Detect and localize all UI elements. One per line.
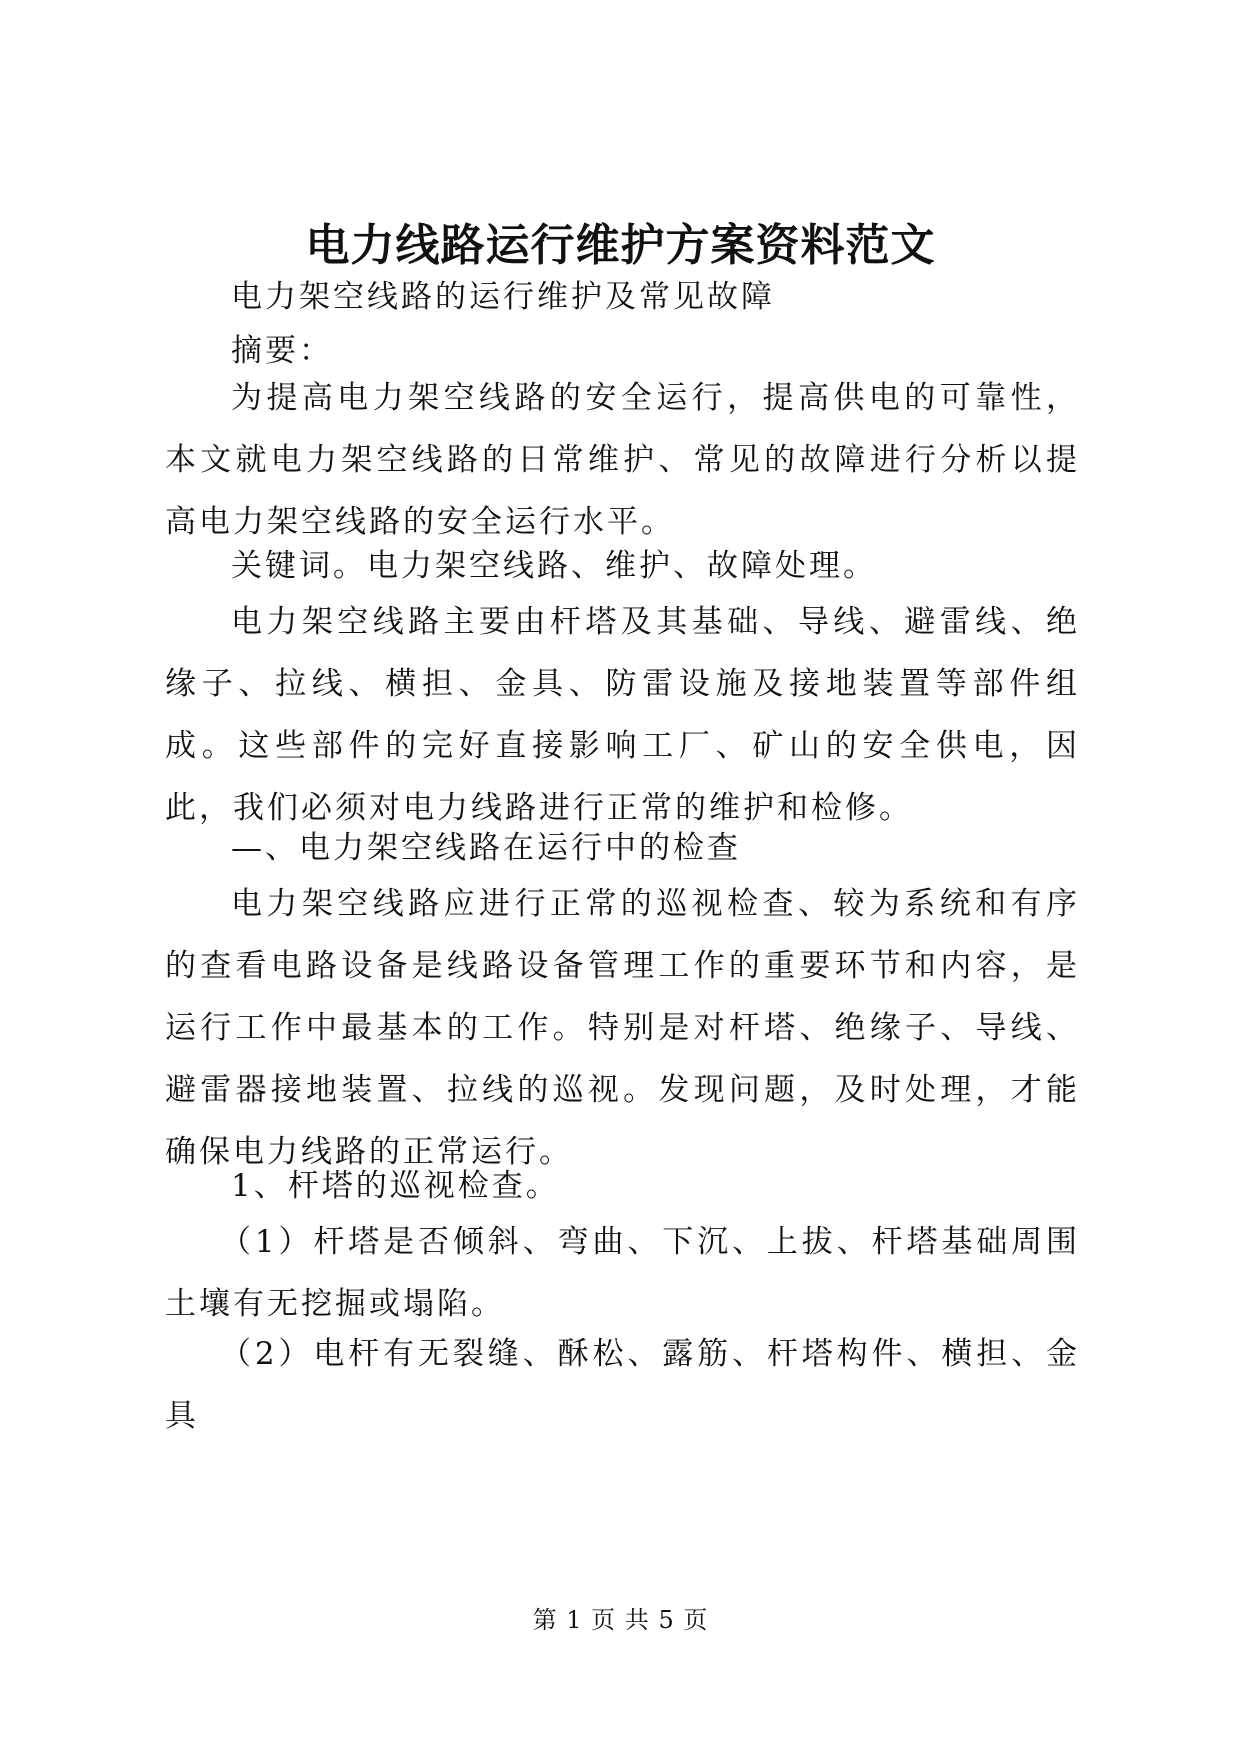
body-paragraph: 电力架空线路应进行正常的巡视检查、较为系统和有序的查看电路设备是线路设备管理工作的重要环节和内容，是运行工作中最基本的工作。特别是对杆塔、绝缘子、导线、避雷器接地装置、拉线的巡视。发现问题，及时处理，才能确保电力线路的正常运行。	[165, 886, 1080, 1170]
abstract-heading: 摘要：	[231, 333, 333, 369]
abstract-paragraph: 为提高电力架空线路的安全运行，提高供电的可靠性，本文就电力架空线路的日常维护、常见的故障进行分析以提高电力架空线路的安全运行水平。	[165, 380, 1080, 540]
document-title: 电力线路运行维护方案资料范文	[305, 220, 936, 271]
list-item-heading: 1、杆塔的巡视检查。	[231, 1168, 560, 1204]
section-heading: —、电力架空线路在运行中的检查	[231, 830, 741, 866]
body-paragraph: 电力架空线路主要由杆塔及其基础、导线、避雷线、绝缘子、拉线、横担、金具、防雷设施及接地装置等部件组成。这些部件的完好直接影响工厂、矿山的安全供电，因此，我们必须对电力线路进行正常的维护和检修。	[165, 604, 1080, 826]
list-item: （1）杆塔是否倾斜、弯曲、下沉、上拔、杆塔基础周围土壤有无挖掘或塌陷。	[165, 1224, 1080, 1322]
page-number-footer: 第 1 页 共 5 页	[532, 1606, 709, 1634]
subtitle-paragraph: 电力架空线路的运行维护及常见故障	[231, 279, 775, 315]
keywords-paragraph: 关键词。电力架空线路、维护、故障处理。	[231, 548, 877, 584]
list-item: （2）电杆有无裂缝、酥松、露筋、杆塔构件、横担、金具	[165, 1336, 1080, 1434]
